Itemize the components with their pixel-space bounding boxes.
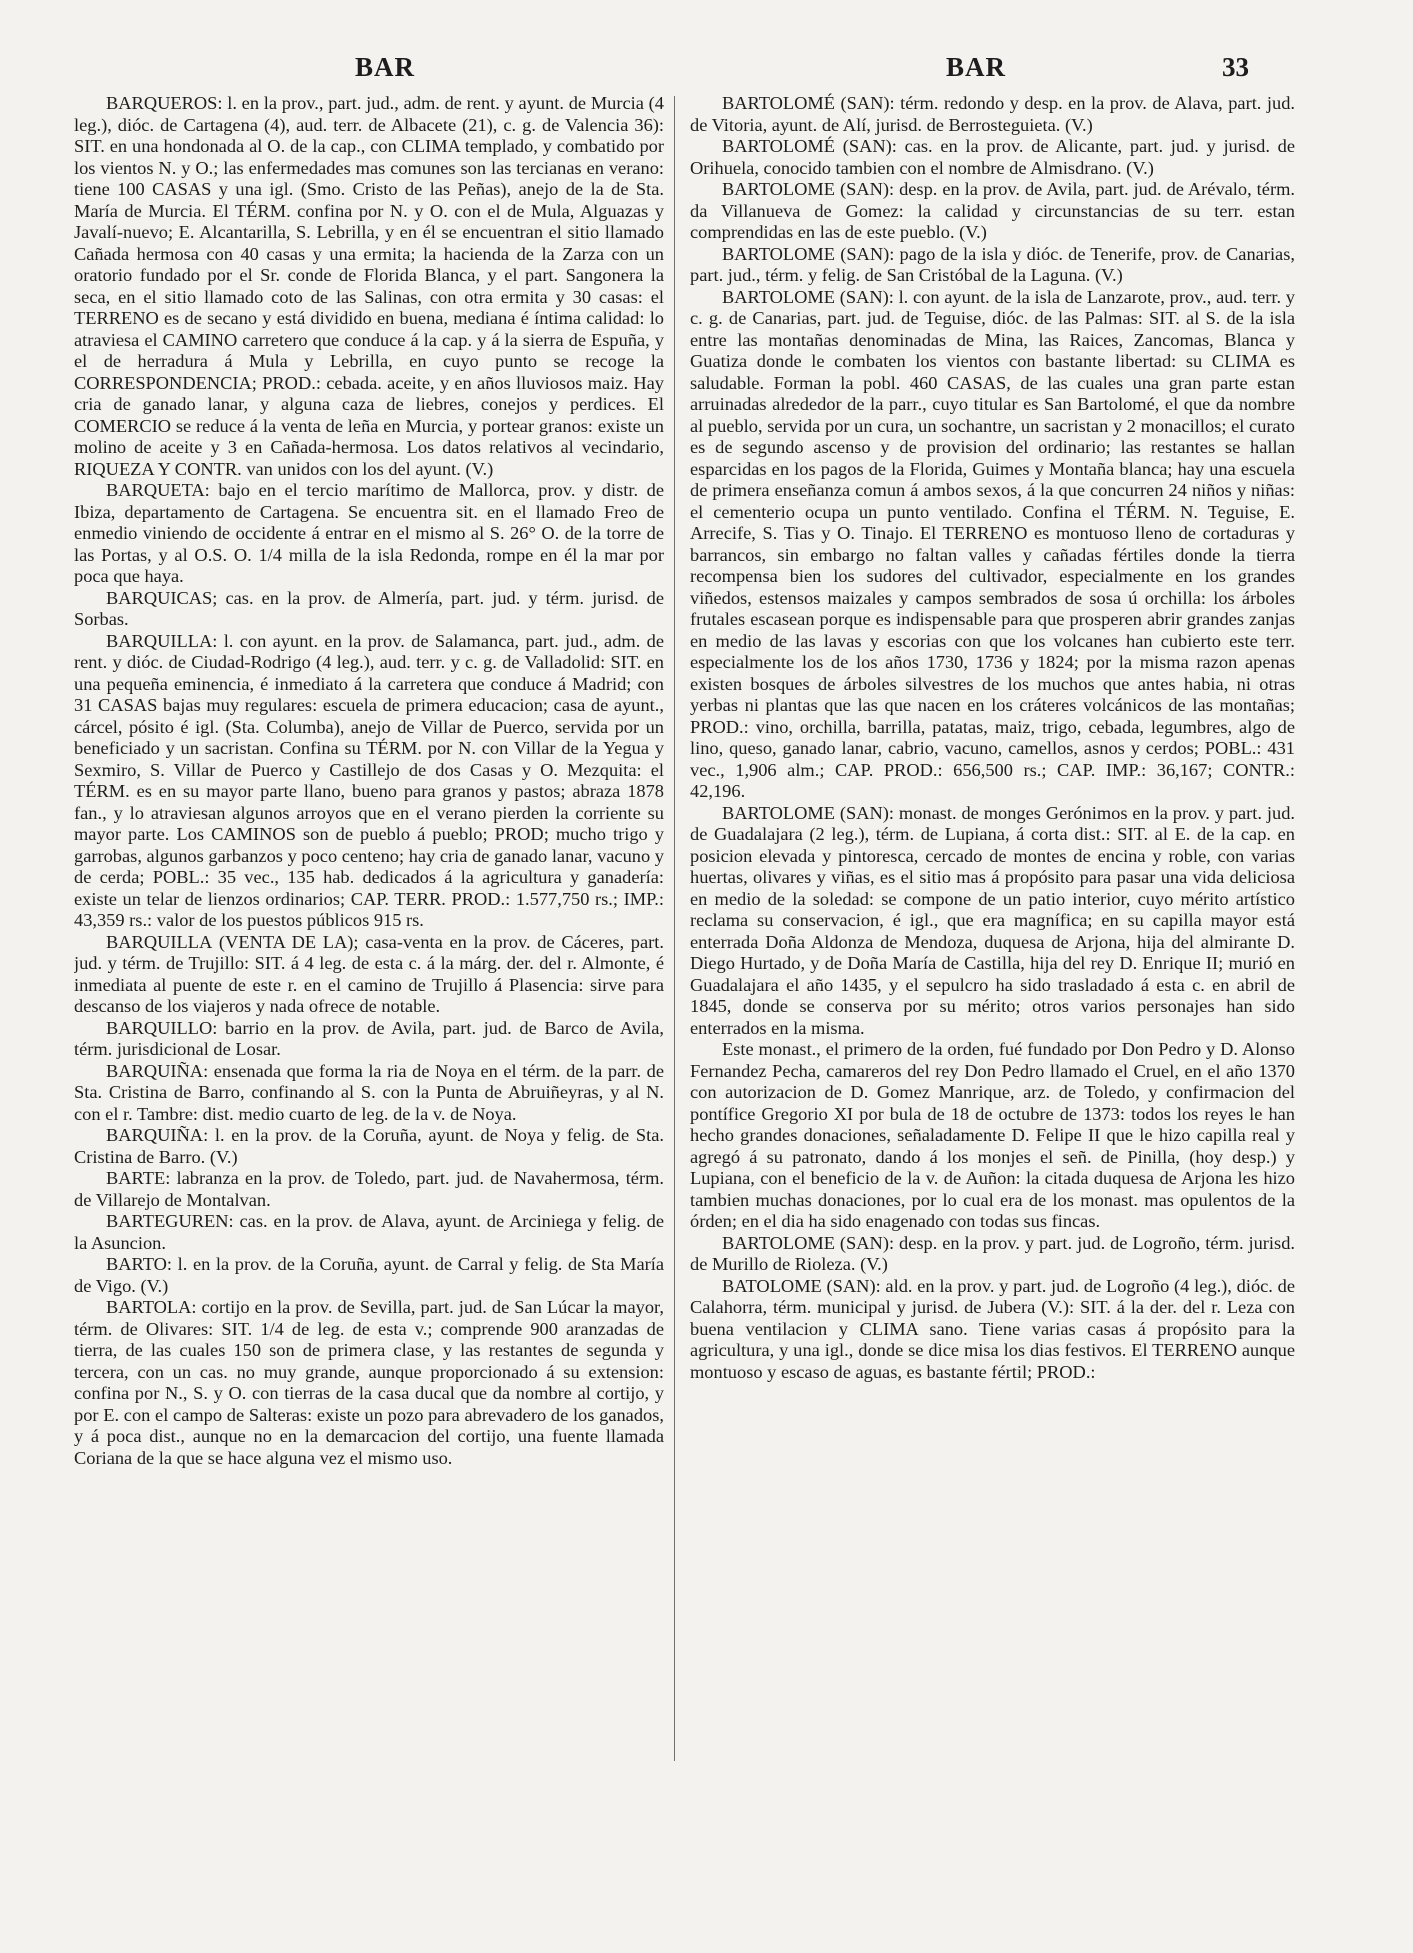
entry-headword: BARQUILLA [106,630,213,651]
dictionary-entry [690,244,1295,287]
entry-text: : l. con ayunt. en la prov. de Salamanca, part. jud., adm. de rent. y dióc. de Ciudad-Rodrigo (4 leg.), aud. terr. y c. g. de Valladolid: SIT. en una pequeña eminencia, é inmediato á la carretera que conduce á Madrid; con 31 CASAS bajas muy regulares: escuela de primera educacion; casa de ayunt., cárcel, pósito é igl. (Sta. Columba), anejo de Villar de Puerco, servida por un beneficiado y un sacristan. Confina su TÉRM. por N. con Villar de la Yegua y Sexmiro, S. Villar de Puerco y Castillejo de dos Casas y O. Mezquita: el TÉRM. es en su mayor parte llano, bueno para granos y pastos; abraza 1878 fan., y lo atraviesan algunos arroyos que en el verano pierden la corriente su mayor parte. Los CAMINOS son de pueblo á pueblo; PROD; mucho trigo y garrobas, algunos garbanzos y poco centeno; hay cria de ganado lanar, vacuno y de cerda; POBL.: 35 vec., 135 hab. dedicados á la agricultura y ganadería: existe un telar de lienzos ordinarios; CAP. TERR. PROD.: 1.577,750 rs.; IMP.: 43,359 rs.: valor de los puestos públicos 915 rs. [74,630,664,930]
dictionary-entry [74,1018,664,1061]
entry-headword: BARQUIÑA [106,1125,204,1145]
entry-text: : bajo en el tercio marítimo de Mallorca, prov. y distr. de Ibiza, departamento de Cartagena. Se encuentra sit. en el llamado Freo de enmedio viniendo de occidente á entrar en el mismo al S. 26° O. de la torre de las Portas, y al O.S. O. 1/4 milla de la isla Redonda, rompe en él la mar por poca que haya. [74,480,664,586]
entry-headword: BARTO [106,1254,167,1274]
dictionary-entry [690,136,1295,179]
entry-text: ; cas. en la prov. de Almería, part. jud. y térm. jurisd. de Sorbas. [74,587,664,629]
entry-headword: BARQUETA [106,480,205,500]
header-left-guideword: BAR [355,52,416,82]
entry-text: : l. en la prov. de la Coruña, ayunt. de Carral y felig. de Sta María de Vigo. (V.) [74,1254,664,1296]
dictionary-entry [690,287,1295,803]
entry-text: : pago de la isla y dióc. de Tenerife, prov. de Canarias, part. jud., térm. y felig. de San Cristóbal de la Laguna. (V.) [690,243,1295,285]
dictionary-entry [690,93,1295,136]
dictionary-entry [690,803,1295,1040]
dictionary-entry [74,631,664,932]
entry-headword: BARTOLOME (SAN) [722,286,889,307]
entry-headword: BARTOLOME (SAN) [722,1232,889,1253]
dictionary-entry [690,1039,1295,1233]
dictionary-entry [690,1233,1295,1276]
dictionary-entry [690,179,1295,244]
entry-text: : desp. en la prov. de Avila, part. jud. de Arévalo, térm. da Villanueva de Gomez: la calidad y circunstancias de su terr. estan comprendidas en las de este pueblo. (V.) [690,179,1295,242]
entry-headword: BARTOLOMÉ (SAN) [722,93,890,113]
dictionary-entry [690,1276,1295,1384]
entry-headword: BARTOLOME (SAN) [722,802,889,823]
entry-headword: BARTOLOMÉ (SAN) [722,136,892,156]
entry-headword: BARQUICAS [106,587,213,608]
left-column [74,93,664,1893]
entry-text: : desp. en la prov. y part. jud. de Logroño, térm. jurisd. de Murillo de Rioleza. (V.) [690,1232,1295,1274]
entry-headword: BARQUILLO [106,1017,213,1038]
entry-text: Este monast., el primero de la orden, fué fundado por Don Pedro y D. Alonso Fernandez Pecha, camareros del rey Don Pedro llamado el Cruel, en el año 1370 con autorizacion de D. Gomez Manrique, arz. de Toledo, y confirmacion del pontífice Gregorio XI por bula de 18 de octubre de 1373: todos los reyes le han hecho grandes donaciones, señaladamente D. Felipe II que le hizo capilla real y agregó á su patronato, dando á los monjes el señ. de Pinilla, (hoy desp.) y Lupiana, con el beneficio de la v. de Auñon: la citada duquesa de Arjona les hizo tambien muchas donaciones, por lo cual era de los monast. mas opulentos de la órden; en el dia ha sido enagenado con todas sus fincas. [690,1039,1295,1231]
entry-text: : cas. en la prov. de Alicante, part. jud. y jurisd. de Orihuela, conocido tambien con el nombre de Almisdrano. (V.) [690,136,1295,178]
dictionary-entry [74,588,664,631]
entry-headword: BATOLOME (SAN) [722,1275,876,1296]
entry-headword: BARTOLOME (SAN) [722,179,889,199]
entry-text: : cortijo en la prov. de Sevilla, part. jud. de San Lúcar la mayor, térm. de Olivares: SIT. 1/4 de leg. de esta v.; comprende 900 aranzadas de tierra, de las cuales 150 son de primera clase, y las restantes de segunda y tercera, con un cas. no muy grande, aunque proporcionado á su extension: confina por N., S. y O. con tierras de la casa ducal que da nombre al cortijo, y por E. con el campo de Salteras: existe un pozo para abrevadero de los ganados, y á poca dist., aunque no en la demarcacion del cortijo, una fuente llamada Coriana de la que se hace alguna vez el mismo uso. [74,1297,664,1468]
entry-text: : térm. redondo y desp. en la prov. de Alava, part. jud. de Vitoria, ayunt. de Alí, jurisd. de Berrosteguieta. (V.) [690,93,1295,135]
entry-text: : monast. de monges Gerónimos en la prov. y part. jud. de Guadalajara (2 leg.), térm. de Lupiana, á corta dist.: SIT. al E. de la cap. en posicion elevada y pintoresca, cercado de montes de encina y roble, con varias huertas, olivares y viñas, es el sitio mas á propósito para pasar una vida deliciosa en medio de la soledad: se compone de un patio interior, cuyo mérito artístico reclama su conservacion, é igl., que era magnífica; en su capilla mayor está enterrada Doña Aldonza de Mendoza, duquesa de Arjona, hija del almirante D. Diego Hurtado, y de Doña María de Castilla, hija del rey D. Enrique II; murió en Guadalajara el año 1435, y el sepulcro ha sido trasladado á esta c. en abril de 1845, donde se conserva por su mérito; otros varios personajes han sido enterrados en la misma. [690,802,1295,1038]
dictionary-entry [74,1254,664,1297]
dictionary-entry [74,1168,664,1211]
right-column [690,93,1295,1893]
dictionary-entry [74,1125,664,1168]
dictionary-entry [74,1061,664,1126]
entry-text: : l. con ayunt. de la isla de Lanzarote, prov., aud. terr. y c. g. de Canarias, part. jud. de Teguise, dióc. de las Palmas: SIT. al S. de la isla entre las montañas denominadas de Mina, las Raices, Zancomas, Blanca y Guatiza donde le combaten los vientos con bastante libertad: su CLIMA es saludable. Forman la pobl. 460 CASAS, de las cuales una gran parte estan arruinadas alrededor de la parr., cuyo titular es San Bartolomé, el que da nombre al pueblo, servida por un cura, un sochantre, un sacristan y 2 monacillos; el curato es de segundo ascenso y de provision del ordinario; las restantes se hallan esparcidas en los pagos de la Florida, Guimes y Montaña blanca; hay una escuela de primera enseñanza comun á ambos sexos, á la que concurren 24 niños y niñas: el cementerio ocupa un punto ventilado. Confina el TÉRM. N. Teguise, E. Arrecife, S. Tias y O. Tinajo. El TERRENO es montuoso lleno de cortaduras y barrancos, sin embargo no faltan valles y cañadas fértiles donde la tierra recompensa bien los sudores del cultivador, especialmente en los grandes viñedos, estensos maizales y campos sembrados de sosa ú orchilla: los árboles frutales escasean porque es indispensable para que prosperen abrir grandes zanjas en medio de las lavas y escorias con que los volcanes han cubierto este terr. especialmente los de los años 1730, 1736 y 1824; por la misma razon apenas existen bosques de árboles silvestres de los muchos que antes habia, ni otras yerbas ni plantas que las que nacen en los cráteres volcánicos de las montañas; PROD.: vino, orchilla, barrilla, patatas, maiz, trigo, cebada, legumbres, algo de lino, queso, ganado lanar, cabrio, vacuno, camellos, asnos y cerdos; POBL.: 431 vec., 1,906 alm.; CAP. PROD.: 656,500 rs.; CAP. IMP.: 36,167; CONTR.: 42,196. [690,286,1295,801]
entry-headword: BARTOLA [106,1297,192,1317]
entry-text: : l. en la prov., part. jud., adm. de rent. y ayunt. de Murcia (4 leg.), dióc. de Cartagena (4), aud. terr. de Albacete (21), c. g. de Valencia 36): SIT. en una hondonada al O. de la cap., con CLIMA templado, y combatido por los vientos N. y O.; las enfermedades mas comunes son las tercianas en verano: tiene 100 CASAS y una igl. (Smo. Cristo de las Peñas), anejo de la de Sta. María de Murcia. El TÉRM. confina por N. y O. con el de Mula, Alguazas y Javalí-nuevo; E. Alcantarilla, S. Lebrilla, y en él se encuentran el sitio llamado Cañada hermosa con 40 casas y una ermita; la hacienda de la Zarza con un oratorio fundado por el Sr. conde de Florida Blanca, y el part. Sangonera la seca, en el sitio llamado coto de las Salinas, con otra ermita y 30 casas: el TERRENO es de secano y está dividido en buena, mediana é íntima calidad: lo atraviesa el CAMINO carretero que conduce á la cap. y á la sierra de Espuña, y el de herradura á Mula y Lebrilla, en cuyo punto se recoge la CORRESPONDENCIA; PROD.: cebada. aceite, y en años lluviosos maiz. Hay cria de ganado lanar, y alguna caza de liebres, conejos y perdices. El COMERCIO se reduce á la venta de leña en Murcia, y portear granos: existe un molino de aceite y 3 en Cañada-hermosa. Los datos relativos al vecindario, RIQUEZA Y CONTR. van unidos con los del ayunt. (V.) [74,93,664,479]
header-right-guideword: BAR [946,52,1007,82]
entry-text: : barrio en la prov. de Avila, part. jud. de Barco de Avila, térm. jurisdicional de Losar. [74,1017,664,1059]
entry-text: : l. en la prov. de la Coruña, ayunt. de Noya y felig. de Sta. Cristina de Barro. (V.) [74,1125,664,1167]
entry-text: : cas. en la prov. de Alava, ayunt. de Arciniega y felig. de la Asuncion. [74,1211,664,1253]
entry-headword: BARTE [106,1168,166,1188]
entry-text: (VENTA DE LA); casa-venta en la prov. de Cáceres, part. jud. y térm. de Trujillo: SIT. á 4 leg. de esta c. á la márg. der. del r. Almonte, é inmediata al puente de este r. en el camino de Trujillo á Plasencia: sirve para descanso de los viajeros y nada ofrece de notable. [74,931,664,1016]
entry-headword: BARQUEROS [106,93,218,113]
entry-headword: BARQUILLA [106,931,213,952]
column-divider [674,96,675,1761]
dictionary-entry [74,1211,664,1254]
entry-headword: BARTEGUREN [106,1211,229,1231]
entry-text: : labranza en la prov. de Toledo, part. jud. de Navahermosa, térm. de Villarejo de Montalvan. [74,1168,664,1210]
dictionary-entry [74,480,664,588]
entry-text: : ensenada que forma la ria de Noya en el térm. de la parr. de Sta. Cristina de Barro, confinando al S. con la Punta de Abruiñeyras, y al N. con el r. Tambre: dist. medio cuarto de leg. de la v. de Noya. [74,1060,664,1124]
running-header [0,52,1413,92]
dictionary-entry [74,932,664,1018]
entry-headword: BARTOLOME (SAN) [722,243,890,264]
dictionary-entry [74,1297,664,1469]
page-number: 33 [1222,52,1249,82]
entry-headword: BARQUIÑA [106,1060,204,1081]
dictionary-entry [74,93,664,480]
entry-text: : ald. en la prov. y part. jud. de Logroño (4 leg.), dióc. de Calahorra, térm. municipal y jurisd. de Jubera (V.): SIT. á la der. del r. Leza con buena ventilacion y CLIMA sano. Tiene varias casas á propósito para la agricultura, y una igl., donde se dice misa los dias festivos. El TERRENO aunque montuoso y escaso de aguas, es bastante fértil; PROD.: [690,1275,1295,1382]
